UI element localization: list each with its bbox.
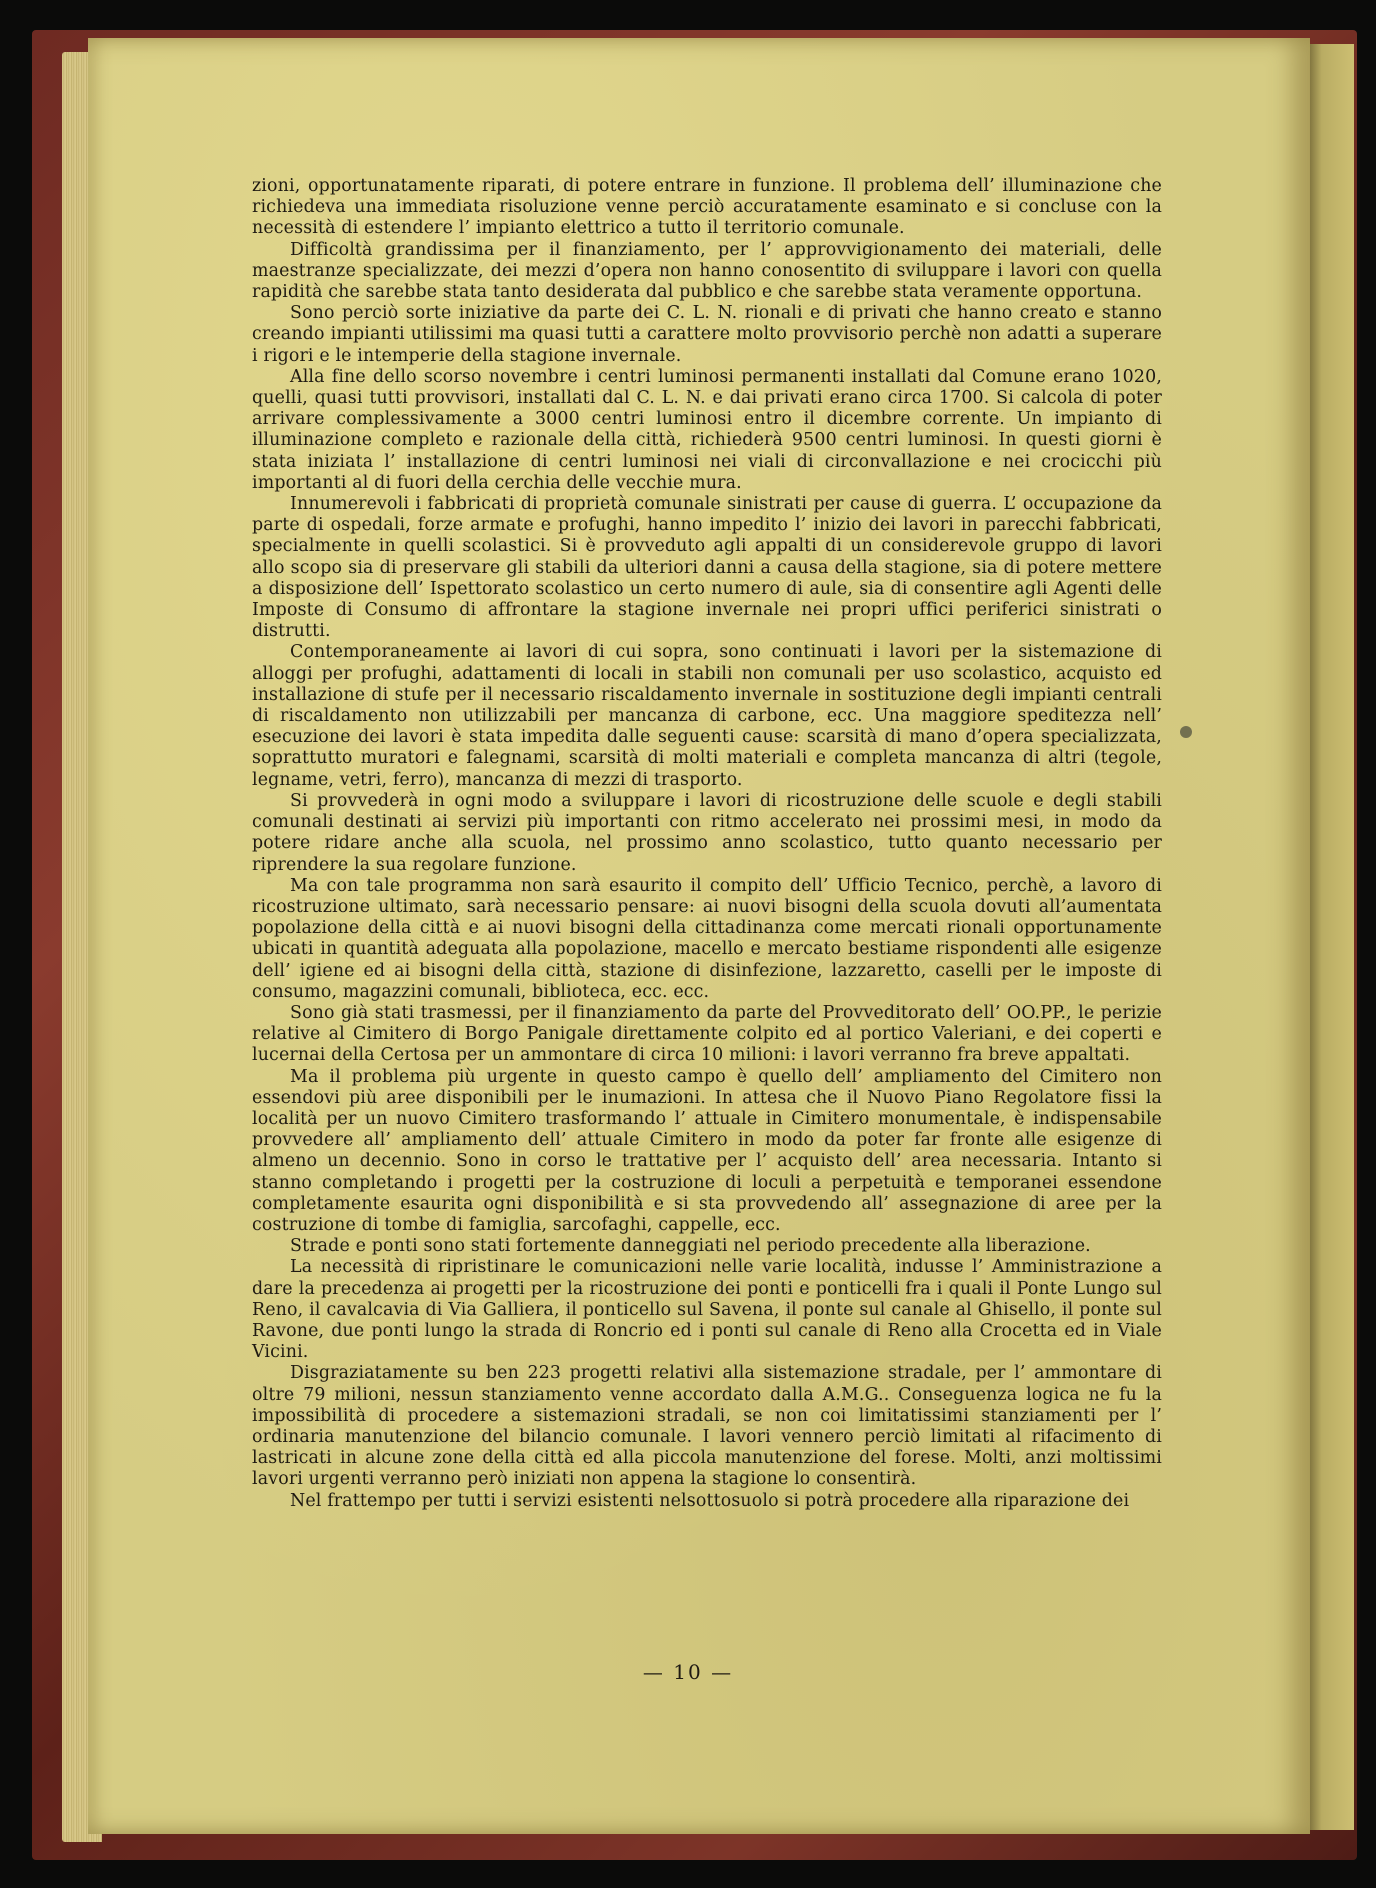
paragraph: Si provvederà in ogni modo a sviluppare i lavori di ricostruzione delle scuole e degli stabili comunali destinati ai servizi più importanti con ritmo accelerato nei prossimi mesi, in modo da potere ridare anche alla scuola, nel prossimo anno scolastico, tutto quanto necessario per riprendere la sua regolare funzione. [252, 790, 1162, 875]
paragraph: Innumerevoli i fabbricati di proprietà comunale sinistrati per cause di guerra. L’ occupazione da parte di ospedali, forze armate e profughi, hanno impedito l’ inizio dei lavori in parecchi fabbricati, specialmente in quelli scolastici. Si è provveduto agli appalti di un considerevole gruppo di lavori allo scopo sia di preservare gli stabili da ulteriori danni a causa della stagione, sia di potere mettere a disposizione dell’ Ispettorato scolastico un certo numero di aule, sia di consentire agli Agenti delle Imposte di Consumo di affrontare la stagione invernale nei propri uffici periferici sinistrati o distrutti. [252, 494, 1162, 642]
facing-page-edge [1308, 44, 1354, 1830]
paragraph: Strade e ponti sono stati fortemente danneggiati nel periodo precedente alla liberazione. [290, 1236, 1091, 1257]
paragraph: Sono perciò sorte iniziative da parte dei C. L. N. rionali e di privati che hanno creato e stanno creando impianti utilissimi ma quasi tutti a carattere molto provvisorio perchè non adatti a superare i rigori e le intemperie della stagione invernale. [252, 303, 1162, 366]
paragraph: zioni, opportunatamente riparati, di potere entrare in funzione. Il problema dell’ illuminazione che richiedeva una immediata risoluzione venne perciò accuratamente esaminato e si concluse con la necessità di estendere l’ impianto elettrico a tutto il territorio comunale. [252, 176, 1162, 239]
paragraph: Difficoltà grandissima per il finanziamento, per l’ approvvigionamento dei materiali, delle maestranze specializzate, dei mezzi d’opera non hanno conosentito di sviluppare i lavori con quella rapidità che sarebbe stata tanto desiderata dal pubblico e che sarebbe stata veramente opportuna. [252, 239, 1162, 303]
page-number: — 10 — [642, 1660, 734, 1684]
paragraph: Alla fine dello scorso novembre i centri luminosi permanenti installati dal Comune erano 1020, quelli, quasi tutti provvisori, installati dal C. L. N. e dai privati erano circa 1700. Si calcola di poter arrivare complessivamente a 3000 centri luminosi entro il dicembre corrente. Un impianto di illuminazione completo e razionale della città, richiederà 9500 centri luminosi. In questi giorni è stata iniziata l’ installazione di centri luminosi nei viali di circonvallazione e nei crocicchi più importanti al di fuori della cerchia delle vecchie mura. [252, 366, 1162, 493]
paragraph: Ma il problema più urgente in questo campo è quello dell’ ampliamento del Cimitero non essendovi più aree disponibili per le inumazioni. In attesa che il Nuovo Piano Regolatore fissi la località per un nuovo Cimitero trasformando l’ attuale in Cimitero monumentale, è indispensabile provvedere all’ ampliamento dell’ attuale Cimitero in modo da poter far fronte alle esigenze di almeno un decennio. Sono in corso le trattative per l’ acquisto dell’ area necessaria. Intanto si stanno completando i progetti per la costruzione di loculi a perpetuità e temporanei essendone completamente esaurita ogni disponibilità e si sta provvedendo all’ assegnazione di aree per la costruzione di tombe di famiglia, sarcofaghi, cappelle, ecc. [252, 1066, 1162, 1235]
paragraph: Contemporaneamente ai lavori di cui sopra, sono continuati i lavori per la sistemazione di alloggi per profughi, adattamenti di locali in stabili non comunali per uso scolastico, acquisto ed installazione di stufe per il necessario riscaldamento invernale in sostituzione degli impianti centrali di riscaldamento non utilizzabili per mancanza di carbone, ecc. Una maggiore speditezza nell’ esecuzione dei lavori è stata impedita dalle seguenti cause: scarsità di mano d’opera specializzata, soprattutto muratori e falegnami, scarsità di molti materiali e completa mancanza di altri (tegole, legname, vetri, ferro), mancanza di mezzi di trasporto. [252, 642, 1162, 790]
paragraph: Sono già stati trasmessi, per il finanziamento da parte del Provveditorato dell’ OO.PP., le perizie relative al Cimitero di Borgo Panigale direttamente colpito ed al portico Valeriani, e dei coperti e lucernai della Certosa per un ammontare di circa 10 milioni: i lavori verranno fra breve appaltati. [252, 1002, 1162, 1066]
ink-blot [1180, 726, 1192, 738]
paragraph: Ma con tale programma non sarà esaurito il compito dell’ Ufficio Tecnico, perchè, a lavoro di ricostruzione ultimato, sarà necessario pensare: ai nuovi bisogni della scuola dovuti all’aumentata popolazione della città e ai nuovi bisogni della cittadinanza come mercati rionali opportunamente ubicati in quantità adeguata alla popolazione, macello e mercato bestiame rispondenti alle esigenze dell’ igiene ed ai bisogni della città, stazione di disinfezione, lazzaretto, caselli per le imposte di consumo, magazzini comunali, biblioteca, ecc. ecc. [252, 875, 1162, 1002]
paragraph: Disgraziatamente su ben 223 progetti relativi alla sistemazione stradale, per l’ ammontare di oltre 79 milioni, nessun stanziamento venne accordato dalla A.M.G.. Conseguenza logica ne fu la impossibilità di procedere a sistemazioni stradali, se non coi limitatissimi stanziamenti per l’ ordinaria manutenzione del bilancio comunale. I lavori vennero perciò limitati al rifacimento di lastricati in alcune zone della città ed alla piccola manutenzione del forese. Molti, anzi moltissimi lavori urgenti verranno però iniziati non appena la stagione lo consentirà. [252, 1363, 1162, 1490]
paragraph: Nel frattempo per tutti i servizi esistenti nelsottosuolo si potrà procedere alla riparazione dei [290, 1490, 1130, 1511]
page-body-text [252, 176, 1162, 1512]
paragraph: La necessità di ripristinare le comunicazioni nelle varie località, indusse l’ Amministrazione a dare la precedenza ai progetti per la ricostruzione dei ponti e ponticelli fra i quali il Ponte Lungo sul Reno, il cavalcavia di Via Galliera, il ponticello sul Savena, il ponte sul canale al Ghisello, il ponte sul Ravone, due ponti lungo la strada di Roncrio ed i ponti sul canale di Reno alla Crocetta ed in Viale Vicini. [252, 1257, 1162, 1363]
